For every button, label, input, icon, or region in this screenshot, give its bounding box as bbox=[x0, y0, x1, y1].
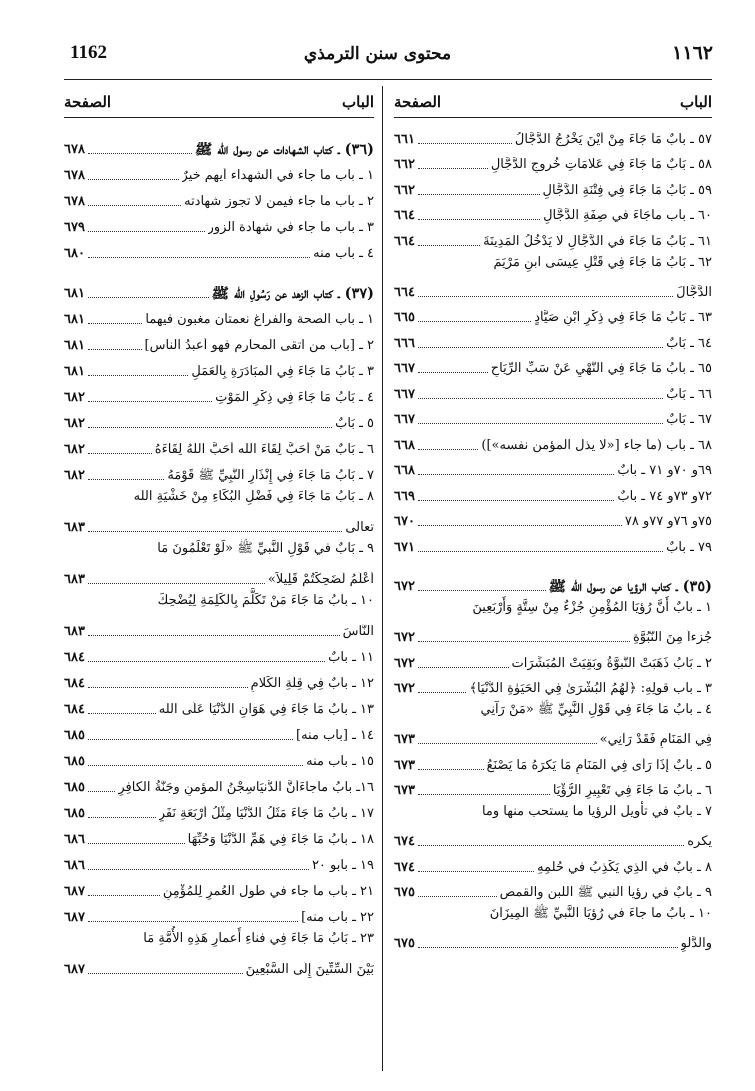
entry-title: ٦٢ ـ بَابُ مَا جَاءَ فِي قَتْلِ عِيسَى ابنِ مَرْيَمَ bbox=[493, 254, 712, 270]
running-title: محتوى سنن الترمذي bbox=[303, 44, 452, 64]
entry-title: ٤ ـ بَابُ مَا جَاءَ فِي ذِكْرِ المَوْتِ bbox=[215, 390, 374, 405]
entry-title: ١١ ـ بابٌ bbox=[328, 650, 374, 665]
toc-entry bbox=[64, 484, 374, 536]
leader-dots bbox=[418, 525, 622, 526]
book-heading bbox=[64, 266, 374, 302]
leader-dots bbox=[418, 398, 663, 399]
entry-continuation: الدَّجَّالَ bbox=[676, 284, 712, 300]
entry-title: ٨ ـ بابٌ في الَّذِي يَكْذِبُ في حُلمِهِ bbox=[537, 859, 712, 875]
entry-continuation: يكره bbox=[687, 834, 712, 849]
entry-title: ٣ ـ باب قولِهِ: ﴿لَهُمُ البُشْرَىٰ فِي الحَيَوٰةِ الدُّنْيَا﴾ bbox=[469, 681, 712, 696]
entry-title: ٦٠ ـ باب ماجَاءَ في صِفَةِ الدَّجَّالِ bbox=[543, 208, 712, 223]
toc-entry bbox=[64, 158, 374, 184]
leader-dots bbox=[418, 667, 509, 668]
leader-dots bbox=[88, 323, 142, 324]
entry-page: ٦٦٧ bbox=[394, 361, 415, 376]
toc-entry bbox=[64, 874, 374, 900]
entry-page: ٦٦٢ bbox=[394, 182, 415, 198]
entry-title: ٢ ـ [باب من اتقى المحارم فهو أعبدُ الناس] bbox=[144, 338, 374, 353]
entry-page: ٦٨٢ bbox=[64, 442, 85, 457]
leader-dots bbox=[418, 168, 488, 169]
entry-continuation: فِي المَنَامِ فَقَدْ رَآنِي» bbox=[599, 732, 712, 747]
entry-title: ١٣ ـ بابُ مَا جَاءَ فِي هَوَانِ الدُّنْيَا عَلَى الله bbox=[158, 702, 374, 717]
toc-entry bbox=[394, 799, 712, 850]
toc-entry bbox=[64, 640, 374, 666]
leader-dots bbox=[418, 321, 531, 322]
leader-dots bbox=[88, 843, 185, 844]
entry-title: ١٠ ـ بابُ ما جاءَ في رُؤيَا النَّبيِّ ﷺ المِيزَانَ bbox=[489, 906, 712, 921]
toc-entry bbox=[394, 774, 712, 800]
toc-entry bbox=[64, 184, 374, 210]
leader-dots bbox=[88, 713, 156, 714]
toc-entry bbox=[394, 748, 712, 774]
entry-continuation: بَيْنَ السِّتِّينَ إِلَى السَّبْعِينَ bbox=[245, 962, 374, 977]
entry-title: ١٥ ـ باب منه bbox=[306, 754, 374, 769]
toc-entry bbox=[394, 301, 712, 327]
entry-title: ٦٧ ـ بَابٌ bbox=[666, 412, 712, 427]
leader-dots bbox=[88, 205, 181, 206]
leader-dots bbox=[418, 743, 597, 744]
entry-title: ١٨ ـ بابُ مَا جَاءَ فِي هَمِّ الدُّنْيَا وَحُبِّهَا bbox=[187, 832, 374, 847]
entry-page: ٦٧٥ bbox=[394, 936, 415, 951]
entry-title: ٩ ـ بابٌ في رؤيا النبي ﷺ اللبن والقمص bbox=[499, 885, 712, 900]
entry-page: ٦٦٨ bbox=[394, 437, 415, 453]
page-column-label: الصفحة bbox=[394, 93, 442, 111]
leader-dots bbox=[418, 347, 663, 348]
toc-entry bbox=[394, 122, 712, 148]
toc-entry bbox=[394, 199, 712, 225]
leader-dots bbox=[88, 257, 310, 258]
entry-title: ٥ ـ بابٌ إذَا رَأَى فِي المَنَامِ مَا يَكرَهُ مَا يَصْنَعُ bbox=[486, 757, 712, 773]
entry-page: ٦٧٨ bbox=[64, 142, 85, 157]
toc-entry bbox=[64, 432, 374, 458]
leader-dots bbox=[418, 871, 534, 872]
leader-dots bbox=[418, 551, 663, 552]
entry-page: ٦٨٣ bbox=[64, 520, 85, 535]
entry-title: ١ ـ بابٌ أَنَّ رُؤيَا المُؤْمِنِ جُزْءٌ مِنْ سِتَّةٍ وَأَرْبَعِينَ bbox=[472, 600, 712, 615]
entry-title: (٣٦) ـ كتاب الشهادات عن رسول الله ﷺ bbox=[194, 142, 374, 158]
leader-dots bbox=[88, 179, 179, 180]
entry-title: ٦ ـ بابُ مَا جَاءَ فِي تَعْبِيرِ الرُّؤْيَا bbox=[552, 783, 712, 798]
entry-page: ٦٦٨ bbox=[394, 463, 415, 478]
entry-page: ٦٨٠ bbox=[64, 246, 85, 261]
entry-page: ٦٦٧ bbox=[394, 386, 415, 402]
entry-title: ٦٤ ـ بَابٌ bbox=[666, 335, 712, 351]
page-header bbox=[0, 38, 755, 78]
toc-entry bbox=[64, 354, 374, 380]
entry-page: ٦٧٢ bbox=[394, 655, 415, 671]
entry-page: ٦٧٣ bbox=[394, 783, 415, 798]
entry-page: ٦٧١ bbox=[394, 539, 415, 555]
leader-dots bbox=[88, 869, 309, 870]
entry-title: ٦٩و ٧٠و ٧١ ـ بابٌ bbox=[617, 463, 712, 478]
leader-dots bbox=[418, 449, 478, 450]
toc-entry bbox=[394, 250, 712, 301]
entry-continuation: النَّاسَ bbox=[342, 624, 374, 639]
entry-title: ٤ ـ باب منه bbox=[313, 246, 374, 261]
leader-dots bbox=[88, 921, 298, 922]
entry-title: ٩ ـ بَابٌ في قَوْلِ النَّبيِّ ﷺ «لَوْ تَعْلَمُونَ مَا bbox=[157, 541, 374, 556]
leader-dots bbox=[418, 372, 488, 373]
toc-entry bbox=[394, 530, 712, 556]
entry-page: ٦٨٥ bbox=[64, 754, 85, 769]
entry-title: ٦١ ـ بَابُ مَا جَاءَ في الدَّجَّالِ لا يَدْخُلُ المَدِينَةَ bbox=[483, 233, 712, 249]
entry-title: ٦٥ ـ بابُ مَا جَاءَ فِي النَّهْيِ عَنْ سَبِّ الرِّيَاحِ bbox=[490, 361, 712, 376]
entry-page: ٦٨١ bbox=[64, 364, 85, 379]
leader-dots bbox=[88, 153, 192, 154]
entry-title: ١٦ـ بابُ ماجاءَأنَّ الدُّنيَاسِجْنُ المؤمنِ وجَنَّةُ الكافِرِ bbox=[118, 780, 374, 795]
leader-dots bbox=[88, 479, 164, 480]
entry-title: ١ ـ باب ما جاء في الشهداء أيهم خيرٌ bbox=[181, 168, 374, 183]
chapter-column-label: الباب bbox=[342, 93, 374, 111]
book-heading bbox=[394, 560, 712, 596]
entry-title: ١٩ ـ بابو ٢٠ bbox=[311, 858, 374, 873]
entry-title: ٥٧ ـ بابٌ مَا جَاءَ مِنْ أَيْنَ يَخْرُجُ الدَّجَّالُ bbox=[514, 131, 712, 147]
chapter-column-label: الباب bbox=[680, 93, 712, 111]
leader-dots bbox=[88, 531, 342, 532]
left-column-header bbox=[64, 93, 374, 118]
entry-title: ٢١ ـ باب ما جاء في طول العُمرِ لِلْمُؤْمِنِ bbox=[162, 884, 374, 899]
entry-page: ٦٨٧ bbox=[64, 884, 85, 899]
toc-entry bbox=[394, 505, 712, 531]
leader-dots bbox=[88, 375, 188, 376]
entry-page: ٦٧٣ bbox=[394, 732, 415, 747]
entry-page: ٦٨٥ bbox=[64, 728, 85, 743]
toc-entry bbox=[64, 458, 374, 484]
leader-dots bbox=[418, 947, 678, 948]
leader-dots bbox=[88, 973, 243, 974]
toc-entry bbox=[64, 406, 374, 432]
entry-page: ٦٨٤ bbox=[64, 676, 85, 691]
entry-page: ٦٨٢ bbox=[64, 390, 85, 405]
entry-page: ٦٧٨ bbox=[64, 194, 85, 209]
entry-title: ٥٨ ـ بَابٌ مَا جَاءَ فِي عَلامَاتِ خُروجِ الدَّجَّالِ bbox=[490, 157, 712, 172]
toc-entry bbox=[64, 900, 374, 926]
entry-title: ٧٢و ٧٣و ٧٤ ـ بابٌ bbox=[617, 488, 712, 504]
entry-title: ٤ ـ بابُ مَا جَاءَ فِي قَوْلِ النَّبِيِّ ﷺ «مَنْ رَآنِي bbox=[480, 702, 712, 717]
page-number-latin: 1162 bbox=[70, 42, 107, 63]
toc-entry bbox=[64, 536, 374, 588]
leader-dots bbox=[88, 401, 212, 402]
right-column-header bbox=[394, 93, 712, 118]
entry-title: ١ ـ باب الصحة والفراغ نعمتان مغبون فيهما bbox=[145, 312, 374, 327]
entry-title: ٧٥و ٧٦و ٧٧و ٧٨ bbox=[624, 514, 712, 529]
entry-title: ٧٩ ـ بابٌ bbox=[666, 539, 712, 555]
leader-dots bbox=[88, 231, 205, 232]
toc-entry bbox=[64, 822, 374, 848]
toc-entry bbox=[394, 173, 712, 199]
leader-dots bbox=[418, 296, 673, 297]
entry-page: ٦٨٤ bbox=[64, 702, 85, 717]
toc-entry bbox=[394, 224, 712, 250]
toc-entry bbox=[64, 236, 374, 262]
right-toc-list bbox=[394, 122, 712, 952]
entry-page: ٦٧٩ bbox=[64, 220, 85, 235]
toc-entry bbox=[64, 302, 374, 328]
page-number-arabic: ١١٦٢ bbox=[672, 42, 713, 64]
entry-page: ٦٦٤ bbox=[394, 233, 415, 249]
leader-dots bbox=[418, 219, 540, 220]
toc-entry bbox=[394, 646, 712, 672]
entry-page: ٦٦٧ bbox=[394, 412, 415, 427]
entry-title: ١٤ ـ [باب منه] bbox=[296, 728, 374, 743]
toc-entry bbox=[64, 718, 374, 744]
toc-entry bbox=[64, 588, 374, 640]
entry-page: ٦٧٤ bbox=[394, 834, 415, 849]
leader-dots bbox=[418, 692, 466, 693]
entry-title: ١٢ ـ بابٌ فِي قِلَّةِ الكَلامِ bbox=[250, 676, 374, 691]
leader-dots bbox=[418, 769, 484, 770]
entry-page: ٦٧٢ bbox=[394, 630, 415, 645]
entry-page: ٦٨٦ bbox=[64, 832, 85, 847]
toc-entry bbox=[394, 595, 712, 646]
entry-page: ٦٧٥ bbox=[394, 885, 415, 900]
toc-entry bbox=[64, 380, 374, 406]
entry-continuation: والدَّلْوِ bbox=[680, 936, 712, 951]
entry-title: ٢٣ ـ بَابُ مَا جَاءَ فِي فناءِ أَعمارِ هَذِهِ الأُمَّةِ مَا bbox=[143, 931, 374, 946]
toc-entry bbox=[394, 326, 712, 352]
entry-page: ٦٦١ bbox=[394, 131, 415, 147]
leader-dots bbox=[418, 423, 663, 424]
toc-entry bbox=[394, 672, 712, 698]
leader-dots bbox=[88, 765, 303, 766]
leader-dots bbox=[418, 245, 480, 246]
entry-page: ٦٨٧ bbox=[64, 910, 85, 925]
entry-title: ٦٦ ـ بَابٌ bbox=[666, 386, 712, 402]
toc-entry bbox=[394, 850, 712, 876]
leader-dots bbox=[88, 635, 340, 636]
entry-page: ٦٨٣ bbox=[64, 624, 85, 639]
entry-continuation: جُزءاً مِنَ النُّبُوَّةِ bbox=[632, 630, 712, 645]
toc-entry bbox=[394, 352, 712, 378]
entry-title: ٦٨ ـ باب (ما جاء [«لا يذل المؤمن نفسه»]) bbox=[481, 437, 712, 453]
toc-entry bbox=[64, 770, 374, 796]
leader-dots bbox=[88, 791, 115, 792]
left-column bbox=[64, 93, 374, 978]
leader-dots bbox=[418, 143, 512, 144]
leader-dots bbox=[88, 349, 142, 350]
entry-title: ٧ ـ بابٌ في تأويل الرؤيا ما يستحب منها وما bbox=[481, 804, 712, 819]
entry-page: ٦٦٩ bbox=[394, 488, 415, 504]
entry-page: ٦٨١ bbox=[64, 338, 85, 353]
toc-entry bbox=[394, 377, 712, 403]
toc-entry bbox=[394, 403, 712, 429]
entry-title: (٣٥) ـ كتاب الرؤيا عن رسول الله ﷺ bbox=[548, 579, 712, 595]
toc-entry bbox=[64, 328, 374, 354]
entry-page: ٦٨١ bbox=[64, 312, 85, 327]
toc-entry bbox=[394, 876, 712, 902]
entry-title: (٣٧) ـ كتاب الزهد عن رَسُولِ الله ﷺ bbox=[211, 286, 374, 302]
entry-continuation: أَعْلَمُ لَضَحِكْتُمْ قَلِيلاً» bbox=[267, 572, 374, 587]
leader-dots bbox=[418, 794, 550, 795]
toc-entry bbox=[394, 697, 712, 748]
leader-dots bbox=[418, 641, 630, 642]
toc-entry bbox=[64, 848, 374, 874]
entry-page: ٦٨٢ bbox=[64, 416, 85, 431]
leader-dots bbox=[418, 590, 546, 591]
entry-title: ٥ ـ بَابٌ bbox=[335, 416, 374, 431]
leader-dots bbox=[88, 297, 209, 298]
entry-page: ٦٧٠ bbox=[394, 514, 415, 529]
leader-dots bbox=[418, 194, 540, 195]
entry-page: ٦٨٣ bbox=[64, 572, 85, 587]
toc-entry bbox=[394, 479, 712, 505]
toc-entry bbox=[64, 926, 374, 978]
entry-title: ٢ ـ باب ما جاء فيمن لا تجوز شهادته bbox=[184, 194, 374, 209]
leader-dots bbox=[88, 895, 160, 896]
entry-page: ٦٦٥ bbox=[394, 310, 415, 325]
entry-title: ١٧ ـ بابُ مَا جَاءَ مَثَلُ الدُّنْيَا مِثْلُ أَرْبَعَةِ نَفَرٍ bbox=[158, 806, 374, 821]
right-column bbox=[394, 93, 712, 952]
column-divider bbox=[382, 86, 383, 1071]
toc-entry bbox=[64, 692, 374, 718]
leader-dots bbox=[88, 739, 293, 740]
leader-dots bbox=[418, 845, 684, 846]
entry-continuation: تعالى bbox=[345, 520, 374, 535]
book-heading bbox=[64, 122, 374, 158]
entry-page: ٦٨٤ bbox=[64, 650, 85, 665]
leader-dots bbox=[418, 500, 614, 501]
leader-dots bbox=[418, 474, 614, 475]
toc-entry bbox=[394, 901, 712, 952]
entry-title: ٣ ـ بَابُ مَا جَاءَ فِي المبَادَرَةِ بِالْعَمَلِ bbox=[191, 364, 374, 379]
entry-title: ٥٩ ـ بَابُ مَا جَاءَ فِي فِتْنَةِ الدَّجَّالِ bbox=[542, 182, 712, 198]
entry-page: ٦٧٢ bbox=[394, 681, 415, 696]
entry-title: ٦٣ ـ بَابُ مَا جَاءَ فِي ذِكْرِ ابْنِ صَيَّادٍ bbox=[534, 310, 712, 325]
entry-title: ٧ ـ بَابُ مَا جَاءَ فِي إِنْذَارِ النَّبِيِّ ﷺ قَوْمَهُ bbox=[167, 468, 374, 483]
leader-dots bbox=[418, 896, 497, 897]
left-toc-list bbox=[64, 122, 374, 978]
entry-title: ٣ ـ باب ما جاء في شهادة الزور bbox=[207, 220, 374, 235]
entry-page: ٦٦٦ bbox=[394, 335, 415, 351]
header-rule bbox=[64, 79, 712, 80]
entry-title: ٢٢ ـ باب منه] bbox=[301, 910, 374, 925]
entry-page: ٦٨٥ bbox=[64, 806, 85, 821]
entry-page: ٦٨٢ bbox=[64, 468, 85, 483]
leader-dots bbox=[88, 817, 156, 818]
entry-page: ٦٨٦ bbox=[64, 858, 85, 873]
entry-title: ٢ ـ بَابُ ذَهَبَتْ النُّبوَّةُ وبَقِيَتْ المُبَشِّرَات bbox=[511, 655, 712, 671]
leader-dots bbox=[88, 427, 332, 428]
toc-entry bbox=[64, 210, 374, 236]
entry-page: ٦٨٥ bbox=[64, 780, 85, 795]
leader-dots bbox=[88, 583, 265, 584]
leader-dots bbox=[88, 687, 248, 688]
entry-page: ٦٧٤ bbox=[394, 859, 415, 875]
toc-entry bbox=[64, 744, 374, 770]
toc-entry bbox=[394, 148, 712, 174]
entry-title: ١٠ ـ بابُ مَا جَاءَ مَنْ تَكَلَّمَ بِالكَلِمَةِ لِيُضْحِكَ bbox=[157, 593, 374, 608]
leader-dots bbox=[88, 661, 325, 662]
entry-title: ٦ ـ بَابٌ مَنْ أَحَبَّ لِقَاءَ الله أَحَبَّ اللهُ لِقَاءَهُ bbox=[154, 442, 374, 457]
entry-page: ٦٨١ bbox=[64, 286, 85, 301]
toc-entry bbox=[394, 454, 712, 480]
toc-entry bbox=[64, 666, 374, 692]
entry-page: ٦٨٧ bbox=[64, 962, 85, 977]
page-column-label: الصفحة bbox=[64, 93, 112, 111]
toc-entry bbox=[394, 428, 712, 454]
leader-dots bbox=[88, 453, 152, 454]
entry-page: ٦٧٣ bbox=[394, 757, 415, 773]
entry-page: ٦٦٢ bbox=[394, 157, 415, 172]
entry-page: ٦٧٨ bbox=[64, 168, 85, 183]
toc-entry bbox=[64, 796, 374, 822]
entry-title: ٨ ـ بَابُ مَا جَاءَ فِي فَضْلِ البُكَاءِ مِنْ خَشْيَةِ الله bbox=[133, 489, 374, 504]
entry-page: ٦٦٤ bbox=[394, 284, 415, 300]
entry-page: ٦٧٢ bbox=[394, 579, 415, 594]
entry-page: ٦٦٤ bbox=[394, 208, 415, 223]
